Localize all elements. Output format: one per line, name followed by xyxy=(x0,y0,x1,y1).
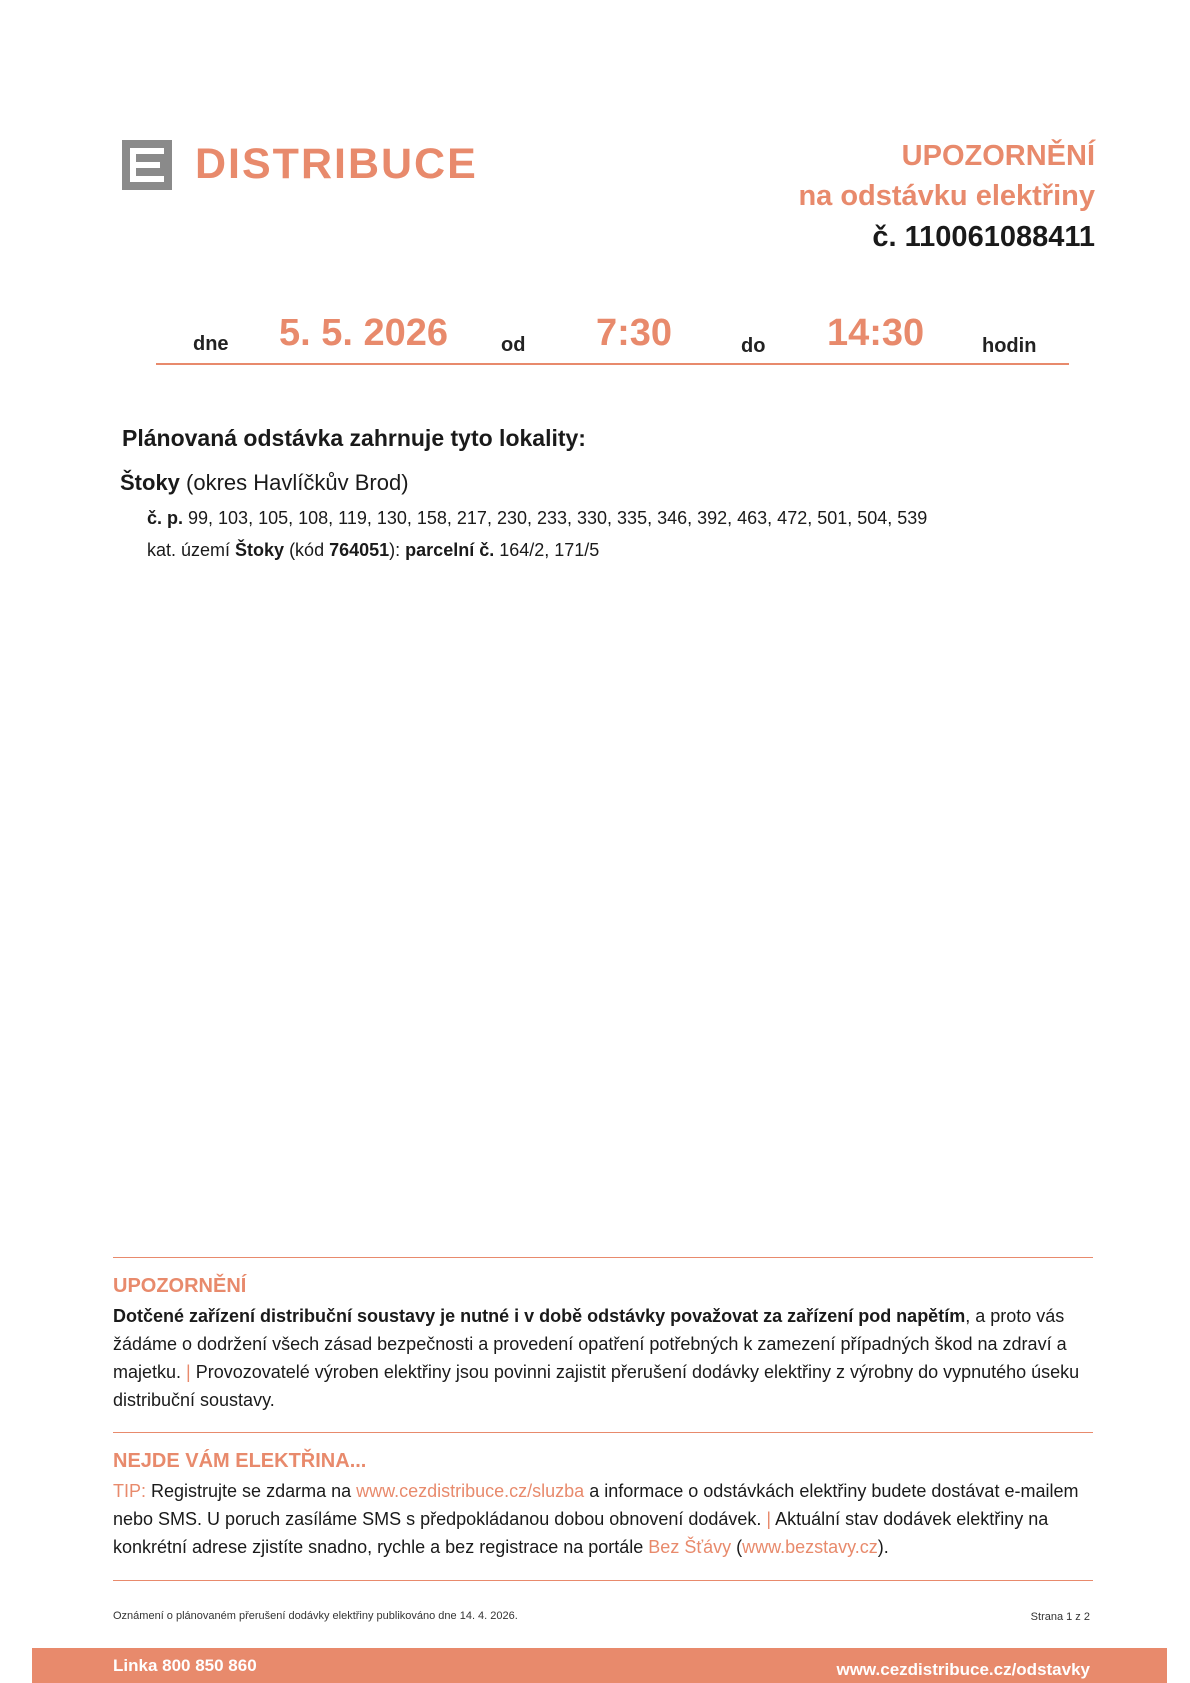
tip-text-3: Aktuální stav dodávek elektřiny na konkrétní adrese zjistíte snadno, rychle a bez registrace na portále xyxy=(113,1509,1049,1557)
tip-text-2: a informace o odstávkách elektřiny budete dostávat e-mailem nebo SMS. U poruch zasíláme SMS s předpokládanou dobou obnovení dodávek. xyxy=(113,1481,1079,1529)
warning-top-divider xyxy=(113,1257,1093,1258)
localities-heading: Plánovaná odstávka zahrnuje tyto lokality: xyxy=(122,425,586,451)
tip-title: NEJDE VÁM ELEKTŘINA... xyxy=(113,1450,367,1472)
to-label: do xyxy=(741,335,766,357)
portal-name: Bez Šťávy xyxy=(648,1537,732,1557)
cadastral-code-suffix: ): xyxy=(389,540,406,560)
bezstavy-link[interactable]: www.bezstavy.cz xyxy=(742,1537,878,1557)
cadastral-code-prefix: (kód xyxy=(284,540,330,560)
parcel-label: parcelní č. xyxy=(405,540,495,560)
parcel-numbers: 164/2, 171/5 xyxy=(494,540,600,560)
warning-text-1: , a proto vás žádáme o dodržení všech zásad bezpečnosti a provedení opatření potřebných k zamezení případných škod na zdraví a majetku. xyxy=(113,1306,1067,1382)
notice-number: č. 110061088411 xyxy=(872,221,1095,253)
hotline[interactable]: Linka 800 850 860 xyxy=(113,1656,257,1675)
warning-text-2: Provozovatelé výroben elektřiny jsou povinni zajistit přerušení dodávky elektřiny z výrobny do vypnutého úseku distribuční soustavy. xyxy=(113,1362,1080,1410)
tip-bottom-divider xyxy=(113,1580,1093,1581)
date-label: dne xyxy=(193,333,229,355)
warning-bold: Dotčené zařízení distribuční soustavy je nutné i v době odstávky považovat za zařízení pod napětím xyxy=(113,1306,966,1326)
outages-website-link[interactable]: www.cezdistribuce.cz/odstavky xyxy=(836,1660,1090,1679)
separator: | xyxy=(181,1362,196,1382)
place-district: (okres Havlíčkův Brod) xyxy=(179,470,409,495)
warning-bottom-divider xyxy=(113,1432,1093,1433)
outage-date: 5. 5. 2026 xyxy=(279,312,449,354)
outage-end-time: 14:30 xyxy=(827,312,925,354)
registration-link[interactable]: www.cezdistribuce.cz/sluzba xyxy=(356,1481,585,1501)
place-name: Štoky xyxy=(120,470,180,495)
cadastral-line xyxy=(147,540,599,561)
house-numbers: 99, 103, 105, 108, 119, 130, 158, 217, 230, 233, 330, 335, 346, 392, 463, 472, 501, 504, 539 xyxy=(183,508,928,528)
cadastral-code: 764051 xyxy=(329,540,390,560)
separator: | xyxy=(761,1509,776,1529)
page-number: Strana 1 z 2 xyxy=(1030,1611,1090,1623)
publication-note: Oznámení o plánovaném přerušení dodávky elektřiny publikováno dne 14. 4. 2026. xyxy=(113,1610,518,1622)
warning-text xyxy=(113,1302,1093,1414)
tip-text-5: ). xyxy=(877,1537,889,1557)
tip-text-4: ( xyxy=(731,1537,743,1557)
cadastral-name: Štoky xyxy=(235,540,285,560)
locality-name xyxy=(120,470,409,496)
from-label: od xyxy=(501,334,526,356)
notice-title: UPOZORNĚNÍ xyxy=(901,140,1095,172)
hours-label: hodin xyxy=(982,335,1037,357)
schedule-divider xyxy=(156,363,1069,365)
house-numbers-label: č. p. xyxy=(147,508,184,528)
warning-title: UPOZORNĚNÍ xyxy=(113,1275,247,1297)
cadastral-prefix: kat. území xyxy=(147,540,236,560)
house-numbers-line xyxy=(147,508,927,529)
tip-label: TIP: xyxy=(113,1481,147,1501)
tip-text xyxy=(113,1477,1093,1561)
tip-text-1: Registrujte se zdarma na xyxy=(146,1481,357,1501)
brand-name: DISTRIBUCE xyxy=(195,140,478,188)
cez-logo-icon xyxy=(122,140,172,190)
outage-start-time: 7:30 xyxy=(596,312,673,354)
notice-subtitle: na odstávku elektřiny xyxy=(798,180,1095,212)
